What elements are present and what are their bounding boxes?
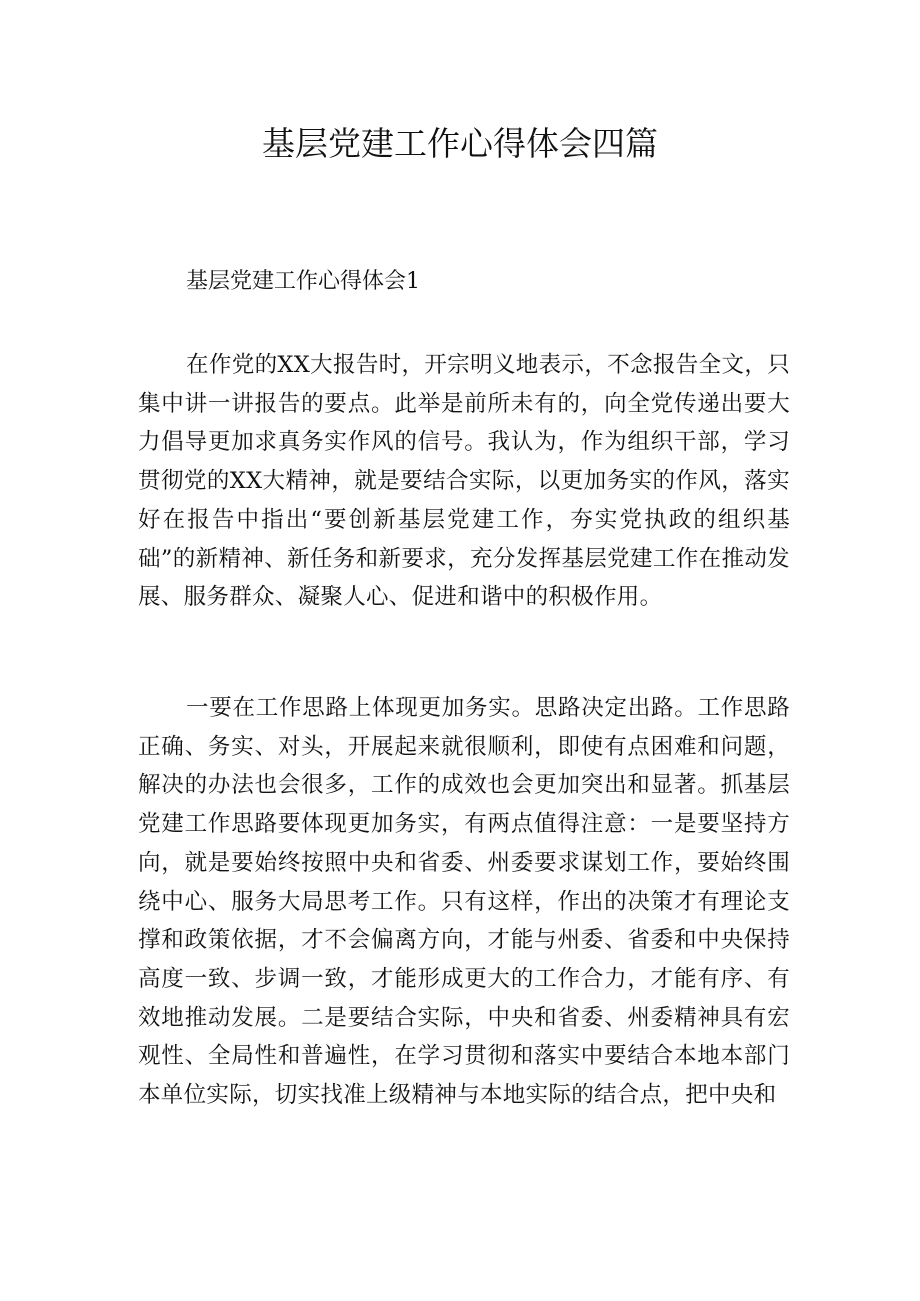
document-title: 基层党建工作心得体会四篇 — [262, 124, 658, 163]
paragraph: 在作党的XX大报告时，开宗明义地表示，不念报告全文，只集中讲一讲报告的要点。此举是前所未有的，向全党传递出要大力倡导更加求真务实作风的信号。我认为，作为组织干部，学习贯彻党的XX大精神，就是要结合实际，以更加务实的作风，落实好在报告中指出“要创新基层党建工作，夯实党执政的组织基础”的新精神、新任务和新要求，充分发挥基层党建工作在推动发展、服务群众、凝聚人心、促进和谐中的积极作用。 — [138, 352, 790, 611]
section-heading: 基层党建工作心得体会1 — [186, 269, 420, 294]
paragraph: 一要在工作思路上体现更加务实。思路决定出路。工作思路正确、务实、对头，开展起来就很顺利，即使有点困难和问题，解决的办法也会很多，工作的成效也会更加突出和显著。抓基层党建工作思路要体现更加务实，有两点值得注意：一是要坚持方向，就是要始终按照中央和省委、州委要求谋划工作，要始终围绕中心、服务大局思考工作。只有这样，作出的决策才有理论支撑和政策依据，才不会偏离方向，才能与州委、省委和中央保持高度一致、步调一致，才能形成更大的工作合力，才能有序、有效地推动发展。二是要结合实际，中央和省委、州委精神具有宏观性、全局性和普遍性，在学习贯彻和落实中要结合本地本部门本单位实际，切实找准上级精神与本地实际的结合点，把中央和 — [138, 695, 790, 1109]
